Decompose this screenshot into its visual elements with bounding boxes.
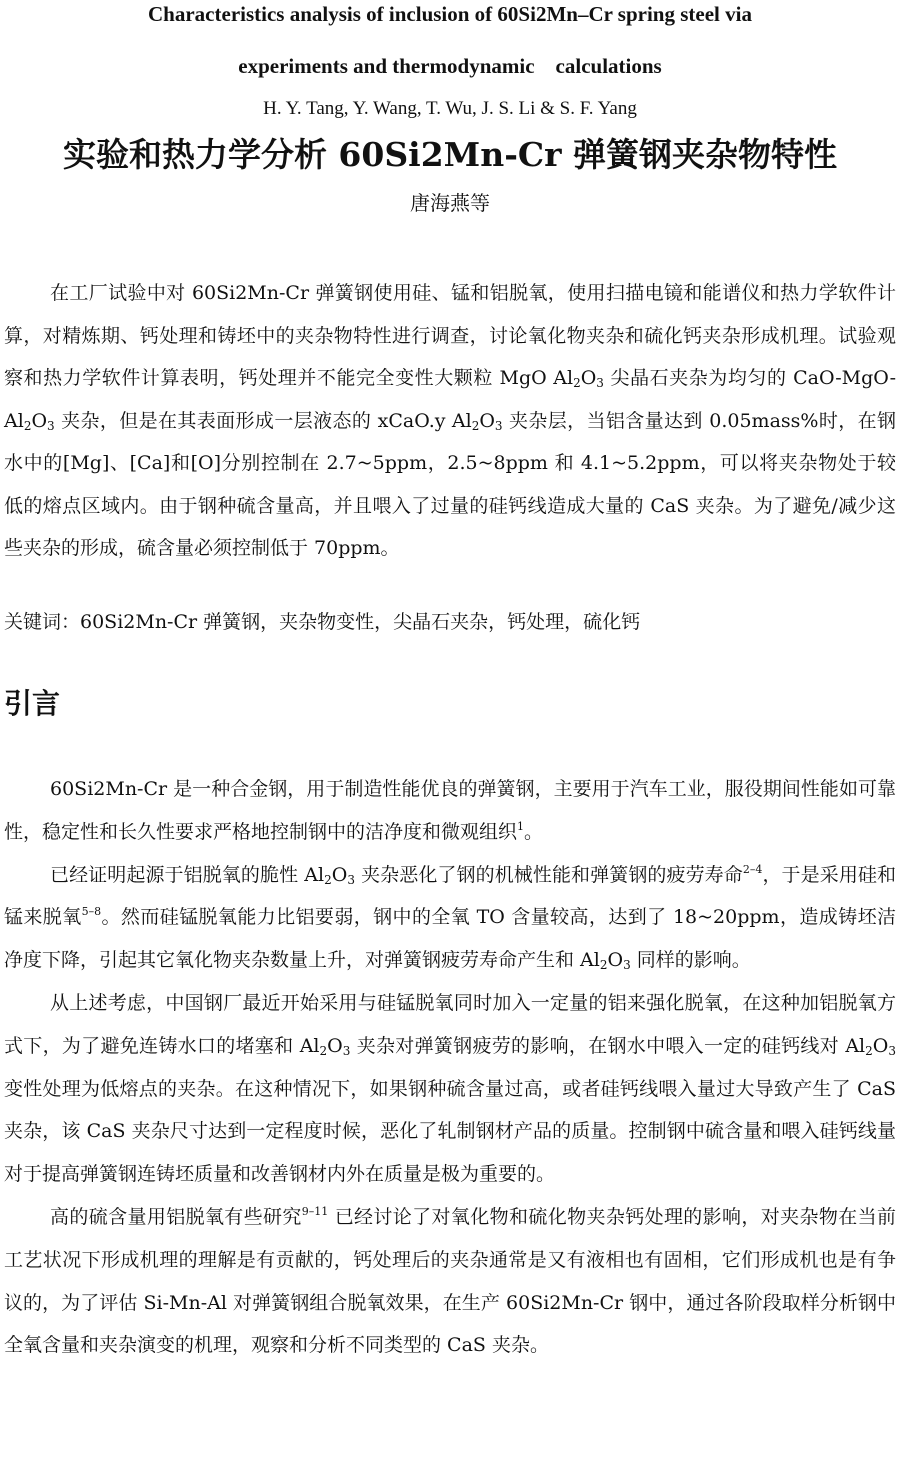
- citation-ref: 5–8: [81, 905, 102, 919]
- body-paragraph-4: 高的硫含量用铝脱氧有些研究$^{9-11}$ 已经讨论了对氧化物和硫化物夹杂钙处理的影响，对夹杂物在当前工艺状况下形成机理的理解是有贡献的，钙处理后的夹杂通常是又有液相也有固相，它们形成机也是有争议的，为了评估 Si-Mn-Al 对弹簧钢组合脱氧效果，在生产 60Si2Mn-Cr 钢中，通过各阶段取样分析钢中全氧含量和夹杂演变的机理，观察和分析不同类型的 CaS 夹杂。: [4, 1204, 896, 1357]
- citation-ref: 2–4: [742, 862, 763, 876]
- english-title: [0, 0, 900, 92]
- body-paragraph-2: 已经证明起源于铝脱氧的脆性 $Al_2O_3$ 夹杂恶化了钢的机械性能和弹簧钢的疲劳寿命$^{2-4}$，于是采用硅和锰来脱氧$^{5-8}$。然而硅锰脱氧能力比铝要弱，钢中的全氧 TO 含量较高，达到了 18~20ppm，造成铸坯洁净度下降，引起其它氧化物夹杂数量上升，对弹簧钢疲劳寿命产生和 $Al_2O_3$ 同样的影响。: [4, 862, 896, 973]
- citation-ref: 1: [517, 819, 525, 833]
- abstract-paragraph: 在工厂试验中对 60Si2Mn-Cr 弹簧钢使用硅、锰和铝脱氧，使用扫描电镜和能谱仪和热力学软件计算，对精炼期、钙处理和铸坯中的夹杂物特性进行调查，讨论氧化物夹杂和硫化钙夹杂形成机理。试验观察和热力学软件计算表明，钙处理并不能完全变性大颗粒 MgO $Al_2O_3$ 尖晶石夹杂为均匀的 CaO-$MgO-Al_2O_3$ 夹杂，但是在其表面形成一层液态的 xCaO.y $Al_2O_3$ 夹杂层，当铝含量达到 0.05mass%时，在钢水中的[Mg]、[Ca]和[O]分别控制在 2.7~5ppm，2.5~8ppm 和 4.1~5.2ppm，可以将夹杂物处于较低的熔点区域内。由于钢种硫含量高，并且喂入了过量的硅钙线造成大量的 CaS 夹杂。为了避免/减少这些夹杂的形成，硫含量必须控制低于 70ppm。: [4, 282, 896, 559]
- section-heading-introduction: 引言: [4, 687, 61, 720]
- chinese-authors: 唐海燕等: [410, 191, 490, 215]
- citation-ref: 9–11: [301, 1204, 329, 1218]
- body-paragraph-1: 60Si2Mn-Cr 是一种合金钢，用于制造性能优良的弹簧钢，主要用于汽车工业，服役期间性能如可靠性，稳定性和长久性要求严格地控制钢中的洁净度和微观组织$^1$。: [4, 778, 896, 843]
- english-title-line-1: Characteristics analysis of inclusion of 60Si2Mn–Cr spring steel via: [148, 2, 752, 26]
- english-authors: H. Y. Tang, Y. Wang, T. Wu, J. S. Li & S. F. Yang: [263, 98, 637, 119]
- introduction-body: [4, 768, 896, 1367]
- body-paragraph-3: 从上述考虑，中国钢厂最近开始采用与硅锰脱氧同时加入一定量的铝来强化脱氧，在这种加铝脱氧方式下，为了避免连铸水口的堵塞和 $Al_2O_3$ 夹杂对弹簧钢疲劳的影响，在钢水中喂入一定的硅钙线对 $Al_2O_3$ 变性处理为低熔点的夹杂。在这种情况下，如果钢种硫含量过高，或者硅钙线喂入量过大导致产生了 CaS 夹杂，该 CaS 夹杂尺寸达到一定程度时候，恶化了轧制钢材产品的质量。控制钢中硫含量和喂入硅钙线量对于提高弹簧钢连铸坯质量和改善钢材内外在质量是极为重要的。: [4, 991, 896, 1186]
- english-title-line-2: experiments and thermodynamic calculations: [238, 54, 662, 78]
- chinese-title: 实验和热力学分析 60Si2Mn-Cr 弹簧钢夹杂物特性: [62, 135, 838, 174]
- keywords-line: 关键词：60Si2Mn-Cr 弹簧钢，夹杂物变性，尖晶石夹杂，钙处理，硫化钙: [4, 611, 641, 633]
